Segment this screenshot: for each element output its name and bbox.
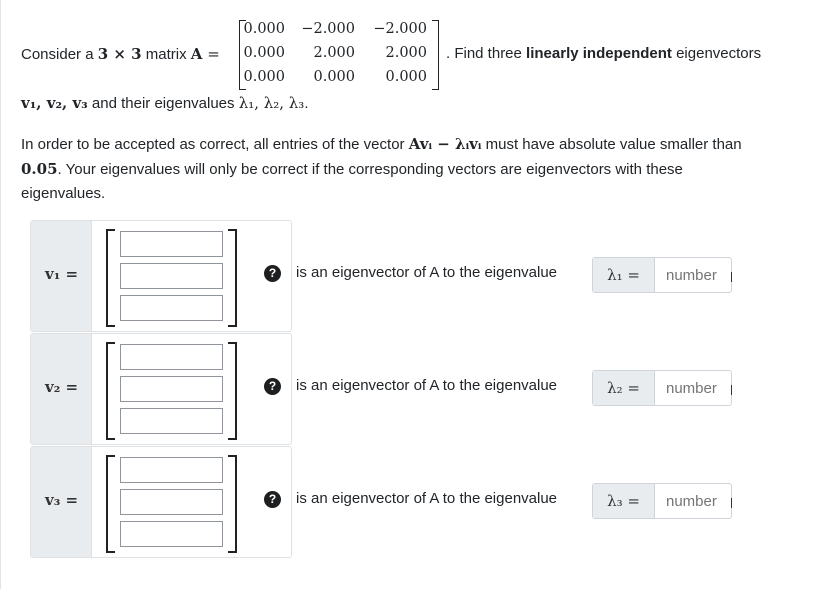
vector-label-cell bbox=[31, 334, 92, 444]
matrix-cell: −2.000 bbox=[373, 21, 427, 37]
vector-3-entry-1[interactable] bbox=[120, 457, 223, 483]
equals-sign: = bbox=[202, 45, 220, 63]
eigenvectors-text: eigenvectors bbox=[671, 45, 762, 62]
eigenvalue-1-group bbox=[592, 257, 732, 293]
acceptance-criteria bbox=[21, 132, 801, 206]
matrix-cell: 2.000 bbox=[385, 45, 427, 61]
vector-2-entry-1[interactable] bbox=[120, 344, 223, 370]
eigenvalue-2-group bbox=[592, 370, 732, 406]
help-icon[interactable]: ? bbox=[264, 491, 281, 508]
input-end-mark bbox=[731, 272, 732, 282]
emphasis-text: linearly independent bbox=[526, 45, 672, 62]
help-icon[interactable]: ? bbox=[264, 378, 281, 395]
eigenvalue-3-group bbox=[592, 483, 732, 519]
vector-left-bracket bbox=[106, 455, 115, 553]
matrix-symbol: A bbox=[190, 45, 203, 63]
eigenvalues-text: and their eigenvalues bbox=[87, 95, 239, 112]
eigenvector-description-2: is an eigenvector of A to the eigenvalue bbox=[296, 377, 558, 394]
vector-names: v₁, v₂, v₃ bbox=[21, 94, 88, 112]
vector-right-bracket bbox=[228, 455, 237, 553]
eigenvector-row-2 bbox=[30, 333, 292, 445]
matrix-A bbox=[239, 18, 439, 90]
input-end-mark bbox=[731, 385, 732, 395]
eigenvector-row-1 bbox=[30, 220, 292, 332]
eigenvector-row-3 bbox=[30, 446, 292, 558]
matrix-cell: 0.000 bbox=[243, 21, 285, 37]
input-end-mark bbox=[731, 498, 732, 508]
eigenvalue-2-input[interactable] bbox=[655, 371, 725, 405]
criteria-text: In order to be accepted as correct, all entries of the vector bbox=[21, 136, 409, 153]
matrix-dim: 3 × 3 bbox=[97, 45, 142, 63]
matrix-right-bracket bbox=[432, 20, 439, 90]
matrix-cell: 0.000 bbox=[313, 69, 355, 85]
matrix-cell: 0.000 bbox=[385, 69, 427, 85]
eigenvector-description-3: is an eigenvector of A to the eigenvalue bbox=[296, 490, 558, 507]
eigenvector-description-1: is an eigenvector of A to the eigenvalue bbox=[296, 264, 558, 281]
vector-label: v₃ = bbox=[45, 491, 79, 509]
vector-right-bracket bbox=[228, 342, 237, 440]
eigenvalue-label: λ₂ = bbox=[593, 371, 655, 405]
criteria-text: eigenvalues. bbox=[21, 185, 106, 202]
find-text: . Find three bbox=[446, 45, 527, 62]
left-border bbox=[0, 0, 1, 589]
vector-1-entry-3[interactable] bbox=[120, 295, 223, 321]
matrix-cell: 2.000 bbox=[313, 45, 355, 61]
criteria-text: must have absolute value smaller than bbox=[481, 136, 742, 153]
matrix-word: matrix bbox=[141, 46, 191, 63]
eigenvalue-1-input[interactable] bbox=[655, 258, 725, 292]
statement-continuation bbox=[446, 45, 761, 62]
statement-line-2 bbox=[21, 94, 309, 112]
criteria-text: . Your eigenvalues will only be correct if the corresponding vectors are eigenvectors with these bbox=[57, 161, 683, 178]
matrix-cell: 0.000 bbox=[243, 45, 285, 61]
vector-1-entry-2[interactable] bbox=[120, 263, 223, 289]
vector-2-entry-2[interactable] bbox=[120, 376, 223, 402]
vector-1-entry-1[interactable] bbox=[120, 231, 223, 257]
vector-label-cell bbox=[31, 447, 92, 557]
residual-expression: Avᵢ − λᵢvᵢ bbox=[408, 135, 482, 153]
vector-right-bracket bbox=[228, 229, 237, 327]
vector-2-entry-3[interactable] bbox=[120, 408, 223, 434]
eigenvalue-label: λ₁ = bbox=[593, 258, 655, 292]
tolerance-value: 0.05 bbox=[21, 160, 58, 178]
matrix-cell: −2.000 bbox=[301, 21, 355, 37]
eigenvalue-names: λ₁, λ₂, λ₃ bbox=[238, 94, 305, 112]
intro-text: Consider a bbox=[21, 46, 98, 63]
eigenvalue-3-input[interactable] bbox=[655, 484, 725, 518]
vector-left-bracket bbox=[106, 342, 115, 440]
help-icon[interactable]: ? bbox=[264, 265, 281, 282]
vector-3-entry-2[interactable] bbox=[120, 489, 223, 515]
vector-label: v₁ = bbox=[45, 265, 79, 283]
vector-3-entry-3[interactable] bbox=[120, 521, 223, 547]
vector-label: v₂ = bbox=[45, 378, 79, 396]
period: . bbox=[304, 95, 309, 112]
vector-left-bracket bbox=[106, 229, 115, 327]
vector-label-cell bbox=[31, 221, 92, 331]
matrix-cell: 0.000 bbox=[243, 69, 285, 85]
eigenvalue-label: λ₃ = bbox=[593, 484, 655, 518]
